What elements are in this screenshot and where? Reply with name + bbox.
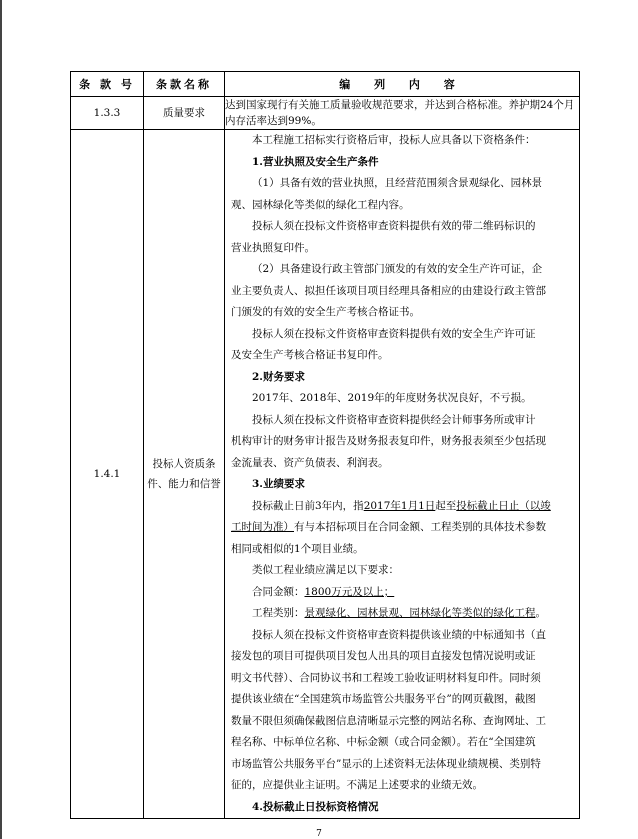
section-heading-bid-status: 4.投标截止日投标资格情况 bbox=[252, 800, 379, 813]
paragraph-line: 投标人须在投标文件资格审查资料提供该业绩的中标通知书（直 bbox=[252, 628, 546, 641]
table-row-1-3-3 bbox=[71, 97, 580, 130]
paragraph-line: 金流量表、资产负债表、利润表。 bbox=[231, 456, 389, 469]
header-clause-name: 条款名称 bbox=[144, 72, 225, 97]
paragraph-line: 类似工程业绩应满足以下要求： bbox=[252, 564, 399, 576]
intro-paragraph: 本工程施工招标实行资格后审，投标人应具备以下资格条件： bbox=[252, 134, 536, 146]
underlined-deadline-cont: 工时间为准） bbox=[231, 521, 294, 533]
paragraph-line: 及安全生产考核合格证书复印件。 bbox=[231, 349, 389, 361]
text-run: 。 bbox=[535, 607, 546, 619]
paragraph-line: 业主要负责人、拟担任该项目项目经理具备相应的由建设行政主管部 bbox=[231, 284, 546, 297]
paragraph-line: 门颁发的有效的安全生产考核合格证书。 bbox=[231, 306, 420, 318]
paragraph-line: （1）具备有效的营业执照，且经营范围须含景观绿化、园林景 bbox=[252, 177, 543, 189]
clause-content-qualification bbox=[225, 130, 580, 819]
header-content: 编 列 内 容 bbox=[225, 72, 580, 97]
clause-name-line-1: 投标人资质条 bbox=[152, 458, 216, 470]
paragraph-line: 程名称、中标单位名称、中标金额（或合同金额）。若在“全国建筑 bbox=[231, 736, 536, 748]
left-border-line bbox=[0, 0, 2, 839]
clause-content-quality: 达到国家现行有关施工质量验收规范要求，并达到合格标准。养护期24个月内存活率达到99%。 bbox=[225, 97, 580, 130]
clause-name-line-2: 件、能力和信誉 bbox=[147, 478, 221, 490]
paragraph-line: 机构审计的财务审计报告及财务报表复印件，财务报表须至少包括现 bbox=[231, 435, 546, 447]
paragraph-line: 接发包的项目可提供项目发包人出具的项目直接发包情况说明或证 bbox=[231, 650, 536, 662]
paragraph-line: 市场监管公共服务平台”显示的上述资料无法体现业绩规模、类别特 bbox=[231, 757, 541, 770]
clause-number-1-3-3: 1.3.3 bbox=[71, 97, 144, 130]
clause-name-qualification bbox=[144, 130, 225, 819]
section-heading-license: 1.营业执照及安全生产条件 bbox=[252, 155, 379, 168]
paragraph-line: 明文书代替）、合同协议书和工程竣工验收证明材料复印件。同时须 bbox=[231, 671, 541, 684]
section-heading-finance: 2.财务要求 bbox=[252, 370, 305, 383]
header-clause-number: 条 款 号 bbox=[71, 72, 144, 97]
page-number: 7 bbox=[316, 829, 322, 839]
paragraph-line: 投标人须在投标文件资格审查资料提供经会计师事务所或审计 bbox=[252, 413, 536, 426]
paragraph-line: （2）具备建设行政主管部门颁发的有效的安全生产许可证，企 bbox=[252, 263, 543, 275]
paragraph-line bbox=[225, 517, 579, 539]
bid-terms-table bbox=[70, 71, 580, 819]
paragraph-line: 营业执照复印件。 bbox=[231, 241, 315, 254]
text-run: 起至 bbox=[435, 499, 457, 512]
table-header-row bbox=[71, 72, 580, 97]
clause-number-1-4-1: 1.4.1 bbox=[71, 130, 144, 819]
text-run: 工程类别： bbox=[252, 607, 305, 619]
table-row-1-4-1 bbox=[71, 130, 580, 819]
section-heading-performance: 3.业绩要求 bbox=[252, 478, 305, 490]
paragraph-line bbox=[225, 496, 579, 518]
paragraph-line: 数量不限但须确保截图信息清晰显示完整的网站名称、查询网址、工 bbox=[231, 714, 546, 727]
paragraph-line: 投标人须在投标文件资格审查资料提供有效的安全生产许可证 bbox=[252, 327, 536, 340]
underlined-contract-amount: 1800万元及以上； bbox=[304, 585, 395, 598]
paragraph-line: 投标人须在投标文件资格审查资料提供有效的带二维码标识的 bbox=[252, 220, 536, 232]
paragraph-line bbox=[225, 582, 579, 604]
paragraph-line: 相同或相似的1个项目业绩。 bbox=[231, 542, 364, 555]
text-run: 有与本招标项目在合同金额、工程类别的具体技术参数 bbox=[294, 521, 546, 533]
paragraph-line: 征的，应提供业主证明。不满足上述要求的业绩无效。 bbox=[231, 779, 483, 791]
underlined-start-date: 2017年1月1日 bbox=[363, 499, 436, 512]
underlined-project-category: 景观绿化、园林景观、园林绿化等类似的绿化工程 bbox=[304, 607, 536, 619]
paragraph-line: 提供该业绩在“全国建筑市场监管公共服务平台”的网页截图，截图 bbox=[231, 693, 536, 705]
paragraph-line bbox=[225, 603, 579, 625]
paragraph-line: 观、园林绿化等类似的绿化工程内容。 bbox=[231, 198, 410, 211]
text-run: 投标截止日前3年内，指 bbox=[252, 499, 364, 512]
underlined-deadline: 投标截止日止（以竣 bbox=[456, 499, 551, 512]
clause-name-quality: 质量要求 bbox=[144, 97, 225, 130]
text-run: 合同金额： bbox=[252, 585, 305, 598]
paragraph-line: 2017年、2018年、2019年的年度财务状况良好，不亏损。 bbox=[252, 392, 532, 404]
